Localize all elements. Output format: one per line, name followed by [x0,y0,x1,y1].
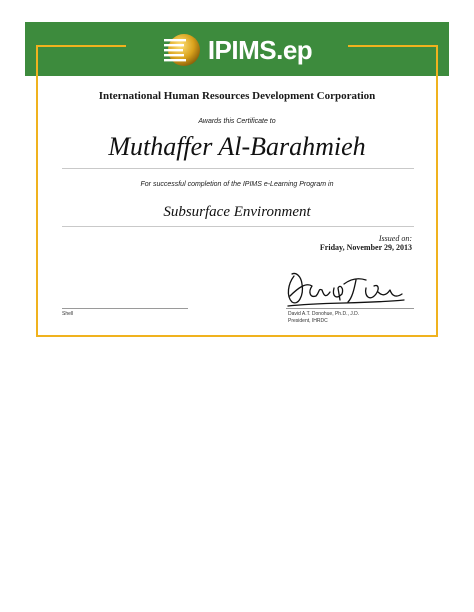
recipient-name: Muthaffer Al-Barahmieh [108,132,366,161]
left-signature-label: Shell [62,311,74,317]
issued-label: Issued on: [378,234,412,243]
course-name: Subsurface Environment [163,204,311,220]
awards-line: Awards this Certificate to [198,118,276,125]
logo [126,28,348,72]
striped-globe-icon [162,30,202,70]
recipient-underline [62,168,414,169]
completion-line: For successful completion of the IPIMS e-Learning Program in [140,181,334,188]
right-signature-line [286,308,414,309]
signature-image [282,266,408,312]
signer-name: David A.T. Donohue, Ph.D., J.D. [288,311,360,317]
logo-text: IPIMS.ep [207,34,313,65]
left-signature-line [62,308,188,309]
signer-title: President, IHRDC [288,318,328,324]
organization-name: International Human Resources Development Corporation [98,90,376,102]
issued-date: Friday, November 29, 2013 [319,243,412,252]
course-underline [62,226,414,227]
